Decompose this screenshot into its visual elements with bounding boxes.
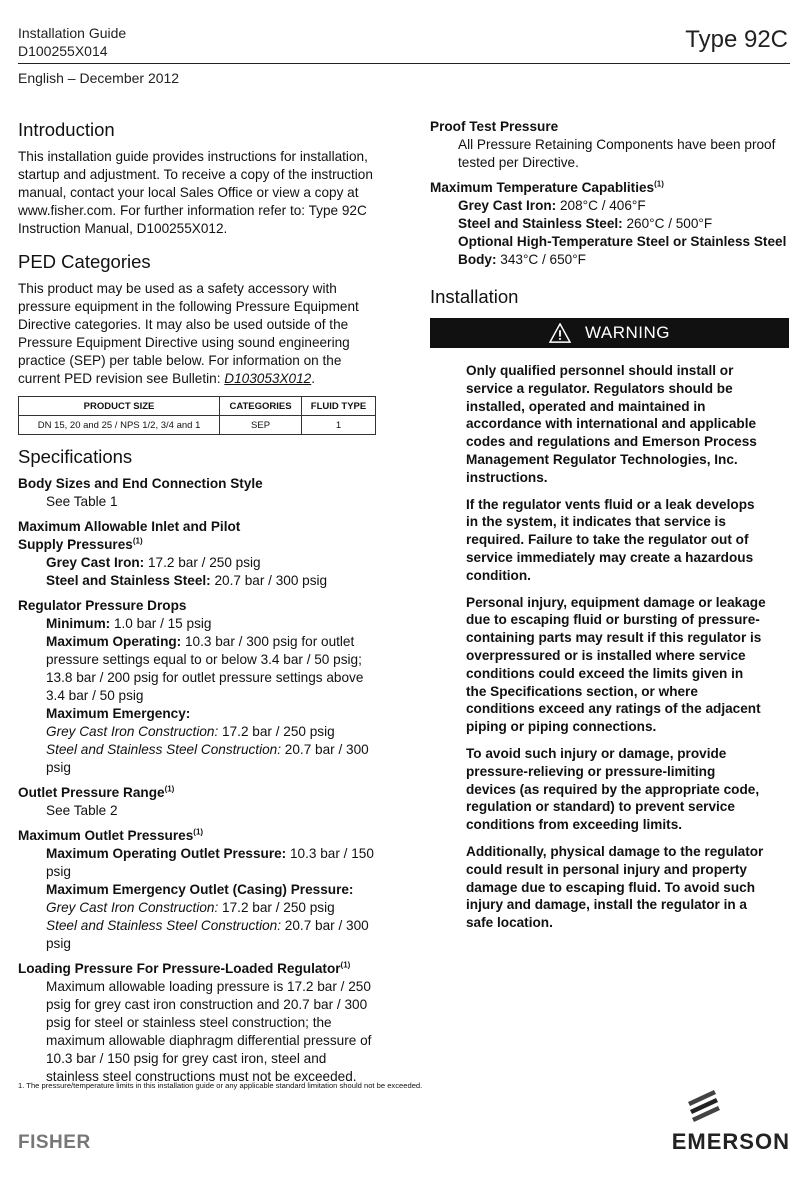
spec-max-outlet: Maximum Outlet Pressures$^{(1)}$ Maximum Operating Outlet Pressure: 10.3 bar / 150 psig Maximum Emergency Outlet (Casing) Pressure: Grey Cast Iron Construction: 17.2 bar / 250 psig Steel and Stainless Steel Construction: 20.7 bar / 300 psig xyxy=(18,827,374,951)
table-header: CATEGORIES xyxy=(220,397,302,416)
warning-paragraph: If the regulator vents fluid or a leak develops in the system, it indicates that service is required. Failure to take the regulator out of service immediately may create a hazardous condition. xyxy=(466,496,755,583)
table-header: FLUID TYPE xyxy=(302,397,376,416)
warning-paragraph: To avoid such injury or damage, provide pressure-relieving or pressure-limiting devices (as required by the appropriate code, regulation or standard) to prevent service conditions from exceeding limits. xyxy=(466,745,760,833)
header-lang-date: English – December 2012 xyxy=(18,70,180,86)
bulletin-link[interactable]: D103053X012 xyxy=(224,371,312,386)
spec-loading: Loading Pressure For Pressure-Loaded Regulator$^{(1)}$ Maximum allowable loading pressure is 17.2 bar / 250 psig for grey cast iron construction and 20.7 bar / 300 psig for steel or stainless steel construction; the maximum allowable diaphragm differential pressure of 10.3 bar / 150 psig for grey cast iron, steel and stainless steel constructions must not be exceeded. xyxy=(18,960,372,1084)
header-doc-number: D100255X014 xyxy=(18,43,108,59)
warning-triangle-icon xyxy=(549,323,571,343)
table-cell: DN 15, 20 and 25 / NPS 1/2, 3/4 and 1 xyxy=(19,416,220,435)
header-type: Type 92C xyxy=(685,26,788,53)
spec-outlet-range: Outlet Pressure Range$^{(1)}$ See Table 2 xyxy=(18,784,175,818)
table-header-row xyxy=(19,397,376,416)
table-row xyxy=(19,416,376,435)
installation-title: Installation xyxy=(430,286,519,307)
spec-inlet: Maximum Allowable Inlet and Pilot Supply Pressures$^{(1)}$ Grey Cast Iron: 17.2 bar / 250 psig Steel and Stainless Steel: 20.7 bar / 300 psig xyxy=(18,519,328,588)
table-header: PRODUCT SIZE xyxy=(19,397,220,416)
intro-title: Introduction xyxy=(18,119,115,140)
header-guide: Installation Guide xyxy=(18,25,127,41)
emerson-mark-icon xyxy=(686,1088,722,1124)
spec-proof: Proof Test Pressure All Pressure Retaining Components have been proof tested per Directive. xyxy=(430,119,776,170)
warning-paragraph: Only qualified personnel should install or service a regulator. Regulators should be installed, operated and maintained in accordance with international and applicable codes and regulations and Emerson Process Management Regulator Technologies, Inc. instructions. xyxy=(466,363,757,485)
right-column xyxy=(430,118,789,315)
specs-title: Specifications xyxy=(18,446,133,467)
fisher-logo: FISHER xyxy=(18,1132,91,1153)
emerson-logo: EMERSON xyxy=(671,1129,790,1154)
spec-temperature: Maximum Temperature Capablities$^{(1)}$ Grey Cast Iron: 208°C / 406°F Steel and Stainless Steel: 260°C / 500°F Optional High-Temperature Steel or Stainless Steel Body: 343°C / 650°F xyxy=(430,179,787,267)
spec-pressure-drops: Regulator Pressure Drops Minimum: 1.0 bar / 15 psig Maximum Operating: 10.3 bar / 300 psig for outlet pressure settings equal to or below 3.4 bar / 50 psig; 13.8 bar / 200 psig for outlet pressure settings above 3.4 bar / 50 psig Maximum Emergency: Grey Cast Iron Construction: 17.2 bar / 250 psig Steel and Stainless Steel Construction: 20.7 bar / 300 psig xyxy=(18,598,369,775)
spec-body-sizes: Body Sizes and End Connection Style See Table 1 xyxy=(18,476,263,509)
ped-table xyxy=(18,396,376,435)
warning-paragraph: Personal injury, equipment damage or leakage due to escaping fluid or bursting of pressure-containing parts may result if this regulator is overpressured or is installed where service conditions could exceed the limits given in the Specifications section, or where conditions exceed any ratings of the adjacent piping or piping connections. xyxy=(466,594,766,735)
warning-banner xyxy=(430,318,789,348)
warning-paragraph: Additionally, physical damage to the regulator could result in personal injury and property damage due to escaping fluid. To avoid such injury and damage, install the regulator in a safe location. xyxy=(466,843,764,931)
header-rule xyxy=(18,63,790,64)
ped-text: This product may be used as a safety accessory with pressure equipment in the following Pressure Equipment Directive categories. It may also be used outside of the Pressure Equipment Directive using sound engineering practice (SEP) per table below. For information on the current PED revision see Bulletin: D103053X012. xyxy=(18,281,359,386)
left-column xyxy=(18,118,380,1093)
footnote: 1. The pressure/temperature limits in this installation guide or any applicable standard limitation should not be exceeded. xyxy=(18,1081,423,1090)
table-cell: 1 xyxy=(302,416,376,435)
warning-text xyxy=(466,362,766,941)
intro-text: This installation guide provides instructions for installation, startup and adjustment. To receive a copy of the instruction manual, contact your local Sales Office or view a copy at www.fisher.com. For further information refer to: Type 92C Instruction Manual, D100255X012. xyxy=(18,149,373,236)
ped-title: PED Categories xyxy=(18,251,151,272)
warning-label: WARNING xyxy=(584,323,671,342)
table-cell: SEP xyxy=(220,416,302,435)
